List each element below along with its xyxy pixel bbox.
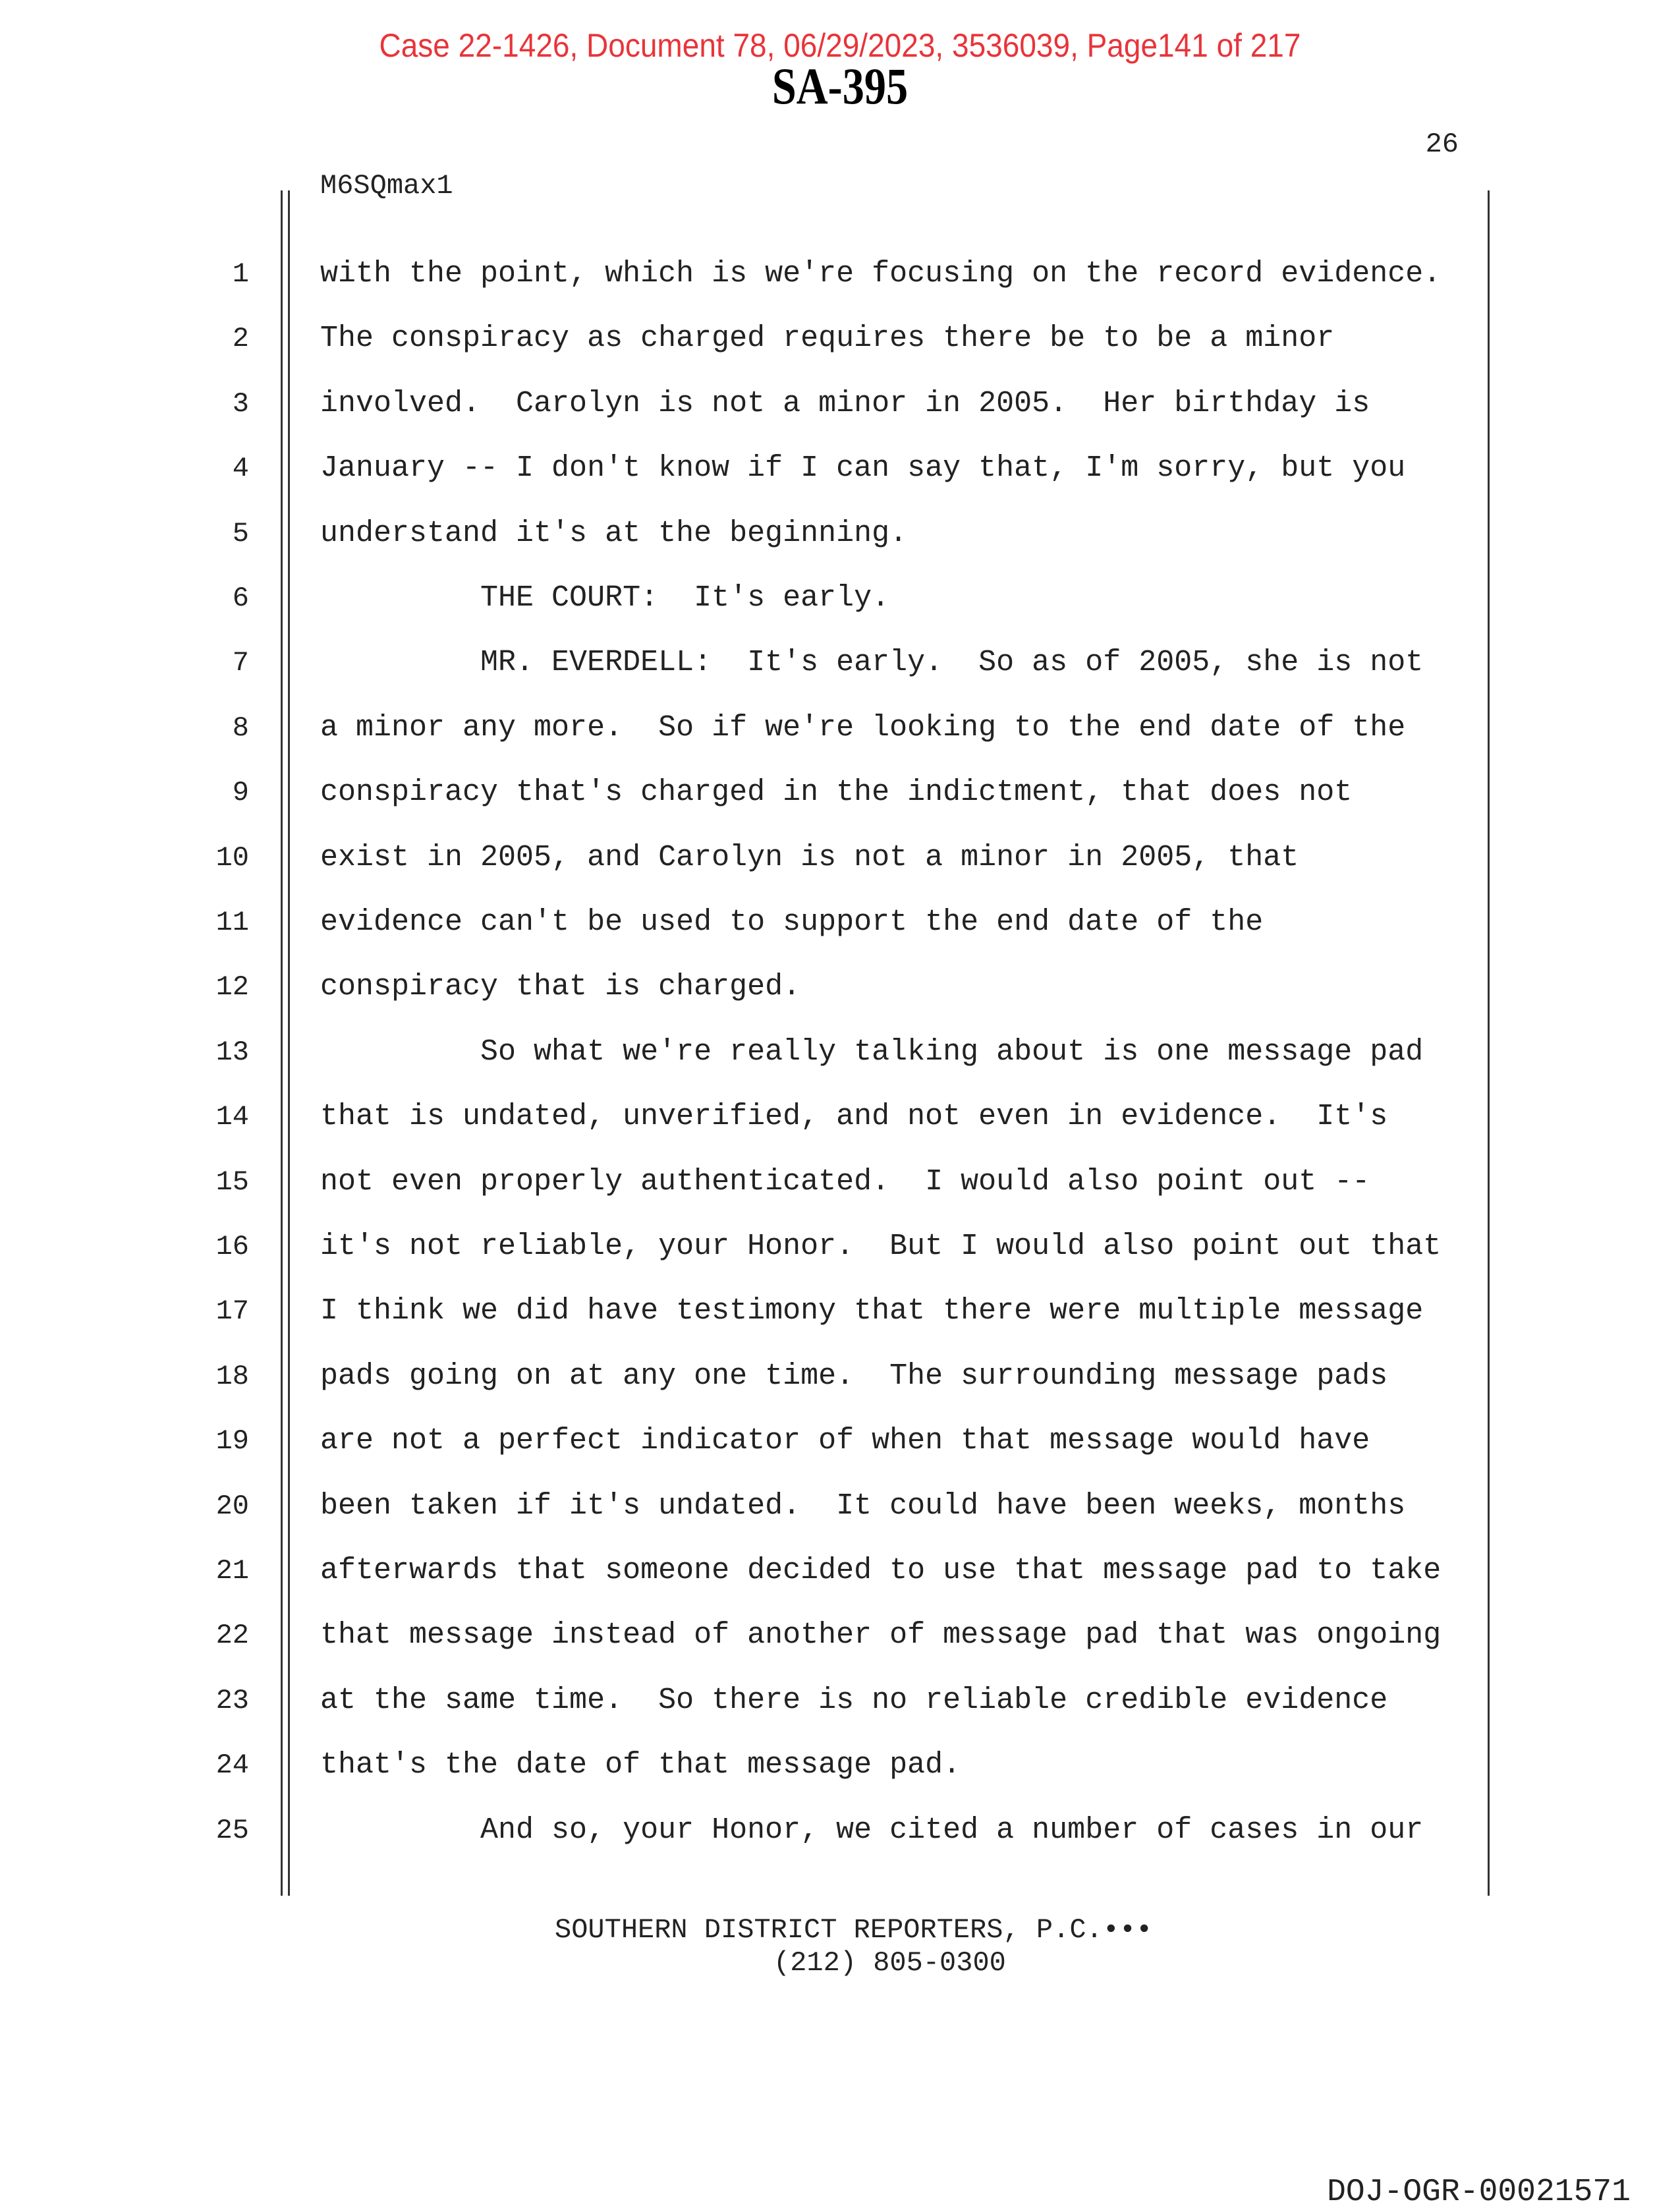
line-number: 19 [215, 1425, 249, 1458]
case-stamp: Case 22-1426, Document 78, 06/29/2023, 3536039, Page141 of 217 [379, 27, 1301, 64]
transcript-line: The conspiracy as charged requires there be to be a minor [320, 322, 1335, 356]
transcript-line: pads going on at any one time. The surrounding message pads [320, 1359, 1388, 1393]
transcript-line: understand it's at the beginning. [320, 516, 908, 550]
reporter-phone: (212) 805-0300 [773, 1947, 1006, 1979]
line-number: 12 [215, 971, 249, 1004]
line-number: 17 [215, 1295, 249, 1328]
transcript-line: with the point, which is we're focusing on the record evidence. [320, 257, 1442, 291]
line-number: 6 [232, 582, 249, 614]
transcript-line: it's not reliable, your Honor. But I would also point out that [320, 1230, 1442, 1263]
transcript-line: THE COURT: It's early. [320, 581, 890, 615]
line-number: 25 [215, 1814, 249, 1846]
transcript-code: M6SQmax1 [320, 170, 453, 202]
line-number: 15 [215, 1166, 249, 1198]
transcript-line: exist in 2005, and Carolyn is not a minor in 2005, that [320, 840, 1299, 874]
page-number: 26 [1425, 128, 1459, 160]
transcript-line: involved. Carolyn is not a minor in 2005. Her birthday is [320, 386, 1370, 420]
left-margin-rule [288, 190, 290, 1896]
line-number: 7 [232, 647, 249, 679]
line-number: 23 [215, 1684, 249, 1716]
line-number: 4 [232, 453, 249, 485]
left-margin-rule [281, 190, 283, 1896]
line-number: 24 [215, 1749, 249, 1782]
transcript-line: at the same time. So there is no reliable credible evidence [320, 1683, 1388, 1717]
bates-number: DOJ-OGR-00021571 [1327, 2174, 1631, 2210]
line-number: 22 [215, 1620, 249, 1652]
transcript-line: that message instead of another of message pad that was ongoing [320, 1618, 1442, 1653]
line-number: 16 [215, 1231, 249, 1262]
line-number: 5 [232, 517, 249, 550]
exhibit-label: SA-395 [771, 57, 909, 115]
line-number: 11 [215, 907, 249, 938]
transcript-line: afterwards that someone decided to use that message pad to take [320, 1554, 1442, 1587]
line-number: 10 [215, 841, 249, 874]
reporter-name: SOUTHERN DISTRICT REPORTERS, P.C.••• [555, 1914, 1153, 1946]
transcript-line: And so, your Honor, we cited a number of cases in our [320, 1813, 1424, 1847]
transcript-line: been taken if it's undated. It could have been weeks, months [320, 1489, 1406, 1523]
transcript-line: MR. EVERDELL: It's early. So as of 2005, she is not [320, 646, 1424, 680]
line-number: 20 [215, 1490, 249, 1522]
line-number: 14 [215, 1101, 249, 1133]
transcript-line: I think we did have testimony that there were multiple message [320, 1294, 1424, 1328]
right-margin-rule [1488, 190, 1490, 1896]
line-number: 21 [215, 1555, 249, 1587]
transcript-line: that's the date of that message pad. [320, 1748, 961, 1782]
transcript-line: conspiracy that is charged. [320, 970, 801, 1004]
line-number: 18 [215, 1360, 249, 1392]
transcript-line: So what we're really talking about is one message pad [320, 1035, 1424, 1069]
transcript-line: conspiracy that's charged in the indictment, that does not [320, 776, 1353, 810]
line-number: 8 [232, 712, 249, 744]
transcript-line: that is undated, unverified, and not even in evidence. It's [320, 1100, 1388, 1134]
transcript-line: January -- I don't know if I can say that, I'm sorry, but you [320, 451, 1406, 486]
line-number: 13 [215, 1036, 249, 1068]
transcript-line: not even properly authenticated. I would also point out -- [320, 1164, 1370, 1199]
transcript-line: evidence can't be used to support the end date of the [320, 905, 1264, 939]
line-number: 1 [232, 258, 249, 290]
line-number: 2 [232, 323, 249, 355]
line-number: 3 [232, 387, 249, 420]
line-number: 9 [232, 777, 249, 809]
transcript-line: a minor any more. So if we're looking to the end date of the [320, 710, 1406, 745]
transcript-line: are not a perfect indicator of when that message would have [320, 1424, 1370, 1458]
